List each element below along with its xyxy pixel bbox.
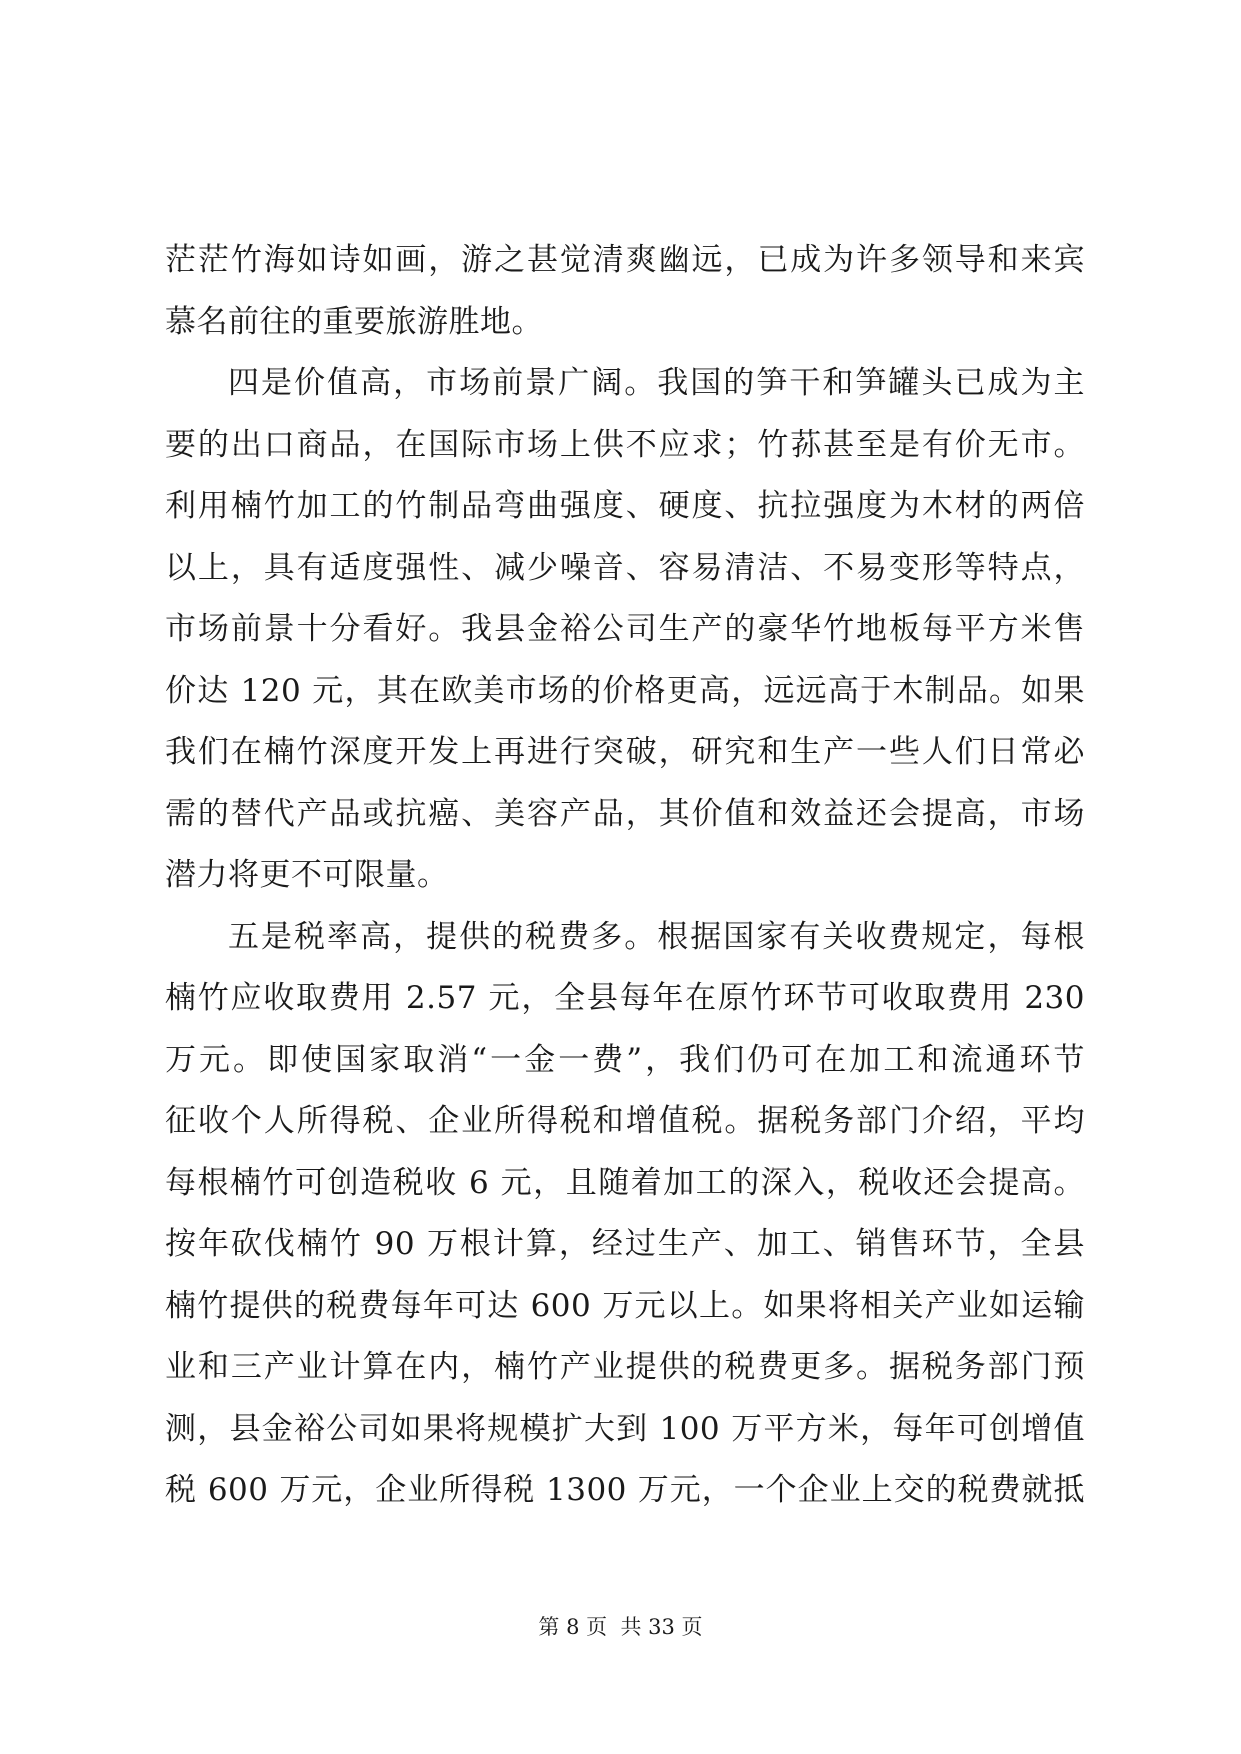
- text-line: 按年砍伐楠竹 90 万根计算，经过生产、加工、销售环节，全县: [165, 1226, 1085, 1262]
- text-line: 利用楠竹加工的竹制品弯曲强度、硬度、抗拉强度为木材的两倍: [165, 488, 1085, 524]
- text-line: 楠竹提供的税费每年可达 600 万元以上。如果将相关产业如运输: [165, 1287, 1085, 1324]
- paragraph-start-line: 五是税率高，提供的税费多。根据国家有关收费规定，每根: [228, 918, 1085, 955]
- text-line: 要的出口商品，在国际市场上供不应求；竹荪甚至是有价无市。: [165, 426, 1085, 463]
- text-line: 万元。即使国家取消“一金一费”，我们仍可在加工和流通环节: [165, 1041, 1085, 1078]
- text-line: 需的替代产品或抗癌、美容产品，其价值和效益还会提高，市场: [165, 795, 1085, 832]
- paragraph-start-line: 四是价值高，市场前景广阔。我国的笋干和笋罐头已成为主: [228, 365, 1085, 401]
- text-line: 每根楠竹可创造税收 6 元，且随着加工的深入，税收还会提高。: [165, 1164, 1085, 1201]
- text-line: 征收个人所得税、企业所得税和增值税。据税务部门介绍，平均: [165, 1103, 1085, 1139]
- page-number: 第 8 页 共 33 页: [538, 1615, 703, 1639]
- page-footer: [0, 1612, 1241, 1642]
- text-line: 价达 120 元，其在欧美市场的价格更高，远远高于木制品。如果: [165, 672, 1085, 709]
- text-line: 潜力将更不可限量。: [165, 857, 449, 893]
- text-line: 以上，具有适度强性、减少噪音、容易清洁、不易变形等特点，: [165, 549, 1085, 586]
- text-line: 测，县金裕公司如果将规模扩大到 100 万平方米，每年可创增值: [165, 1410, 1085, 1447]
- text-line: 我们在楠竹深度开发上再进行突破，研究和生产一些人们日常必: [165, 734, 1085, 770]
- text-line: 楠竹应收取费用 2.57 元，全县每年在原竹环节可收取费用 230: [165, 980, 1085, 1016]
- text-line: 茫茫竹海如诗如画，游之甚觉清爽幽远，已成为许多领导和来宾: [165, 242, 1085, 278]
- text-line: 业和三产业计算在内，楠竹产业提供的税费更多。据税务部门预: [165, 1349, 1085, 1385]
- body-text: [165, 230, 1085, 1522]
- text-line: 慕名前往的重要旅游胜地。: [165, 303, 543, 340]
- text-line: 税 600 万元，企业所得税 1300 万元，一个企业上交的税费就抵: [165, 1472, 1085, 1508]
- text-line: 市场前景十分看好。我县金裕公司生产的豪华竹地板每平方米售: [165, 611, 1085, 647]
